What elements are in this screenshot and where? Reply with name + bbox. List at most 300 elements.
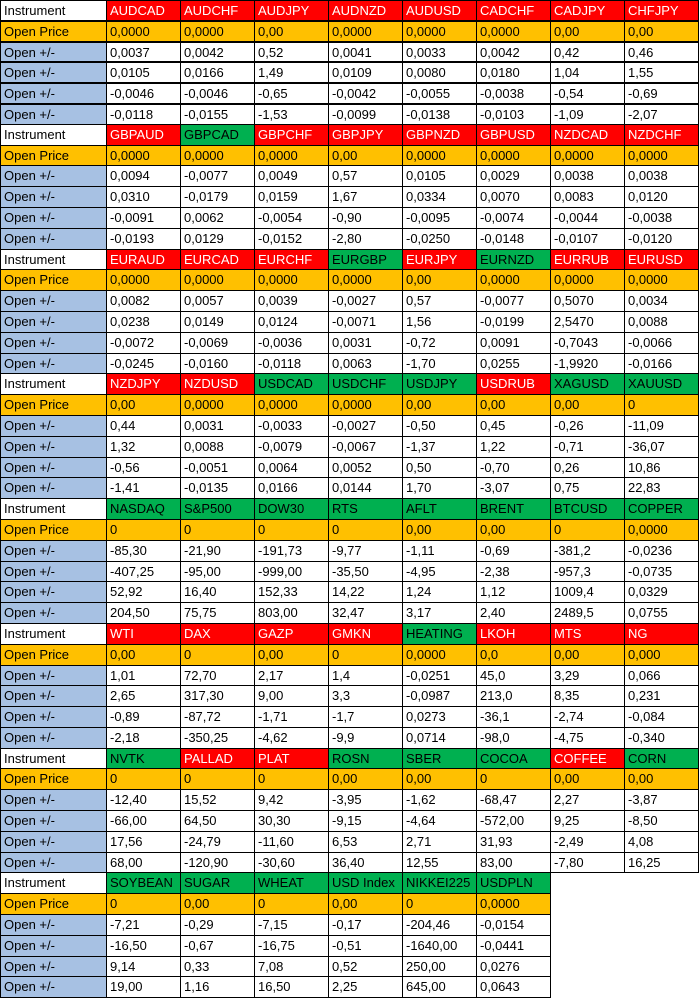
instrument-block	[0, 125, 700, 250]
open-change-cell: -0,0036	[255, 333, 329, 354]
open-change-cell: 0,0038	[625, 166, 699, 187]
open-change-cell: -0,69	[625, 83, 699, 104]
open-change-cell: 0,0255	[477, 354, 551, 375]
instrument-name[interactable]: USDRUB	[477, 374, 551, 395]
open-price-cell: 0	[625, 395, 699, 416]
open-change-cell: 2,40	[477, 603, 551, 624]
instrument-name[interactable]: NZDCHF	[625, 125, 699, 146]
open-change-cell: -0,0091	[107, 208, 181, 229]
instrument-name[interactable]: EURCAD	[181, 250, 255, 271]
instrument-label: Instrument	[0, 873, 107, 894]
open-price-cell: 0,0000	[403, 645, 477, 666]
instrument-name[interactable]: EURAUD	[107, 250, 181, 271]
empty-cell	[625, 915, 699, 936]
open-change-cell: 1,16	[181, 977, 255, 998]
instrument-name[interactable]: COCOA	[477, 749, 551, 770]
open-change-cell: 0,0038	[551, 166, 625, 187]
open-change-cell: -0,70	[477, 458, 551, 479]
open-change-cell: 22,83	[625, 478, 699, 499]
open-change-cell: -1,11	[403, 541, 477, 562]
open-change-cell: -0,0042	[329, 83, 403, 104]
open-change-cell: -0,0118	[107, 104, 181, 125]
open-change-cell: 36,40	[329, 853, 403, 874]
open-change-cell: -120,90	[181, 853, 255, 874]
instrument-label: Instrument	[0, 125, 107, 146]
open-change-cell: 0,0031	[181, 416, 255, 437]
open-change-cell: 1,32	[107, 437, 181, 458]
open-change-cell: -0,0077	[477, 291, 551, 312]
instrument-name[interactable]: CORN	[625, 749, 699, 770]
empty-cell	[551, 957, 625, 978]
open-change-cell: -0,0099	[329, 104, 403, 125]
open-change-cell: -36,07	[625, 437, 699, 458]
instrument-name[interactable]: PALLAD	[181, 749, 255, 770]
instrument-name[interactable]: COFFEE	[551, 749, 625, 770]
open-price-cell: 0,00	[403, 769, 477, 790]
open-change-cell: 0,0159	[255, 187, 329, 208]
open-change-cell: 0,44	[107, 416, 181, 437]
open-change-label: Open +/-	[0, 62, 107, 83]
open-change-cell: 0,0064	[255, 458, 329, 479]
open-change-cell: -0,26	[551, 416, 625, 437]
open-change-cell: 0,33	[181, 957, 255, 978]
open-change-cell: -1640,00	[403, 936, 477, 957]
open-change-cell: -0,0046	[181, 83, 255, 104]
open-change-cell: 0,0124	[255, 312, 329, 333]
open-change-cell: 0,0238	[107, 312, 181, 333]
open-change-cell: 45,0	[477, 666, 551, 687]
instrument-name[interactable]: GBPJPY	[329, 125, 403, 146]
open-change-cell: 0,26	[551, 458, 625, 479]
open-change-cell: -7,80	[551, 853, 625, 874]
instrument-name[interactable]: AUDUSD	[403, 0, 477, 21]
open-change-cell: -2,38	[477, 562, 551, 583]
open-price-cell: 0,00	[255, 645, 329, 666]
open-change-cell: -16,50	[107, 936, 181, 957]
open-price-cell: 0,0000	[403, 21, 477, 42]
open-change-cell: -87,72	[181, 707, 255, 728]
open-change-cell: 0,0070	[477, 187, 551, 208]
open-change-label: Open +/-	[0, 208, 107, 229]
open-change-cell: -0,0152	[255, 229, 329, 250]
instrument-name[interactable]: USDJPY	[403, 374, 477, 395]
open-change-cell: -7,21	[107, 915, 181, 936]
open-change-cell: -0,50	[403, 416, 477, 437]
instrument-name[interactable]: NIKKEI225	[403, 873, 477, 894]
open-change-cell: 0,50	[403, 458, 477, 479]
open-change-cell: 0,0049	[255, 166, 329, 187]
open-change-cell: -0,65	[255, 83, 329, 104]
open-change-label: Open +/-	[0, 686, 107, 707]
instrument-name[interactable]: GBPUSD	[477, 125, 551, 146]
open-change-cell: 0,5070	[551, 291, 625, 312]
open-price-cell: 0,0000	[255, 395, 329, 416]
open-change-cell: -0,0236	[625, 541, 699, 562]
open-change-cell: 15,52	[181, 790, 255, 811]
open-price-cell: 0,0000	[181, 146, 255, 167]
open-change-cell: -0,90	[329, 208, 403, 229]
open-price-cell: 0	[329, 645, 403, 666]
open-change-cell: 0,0276	[477, 957, 551, 978]
open-price-cell: 0,0000	[477, 894, 551, 915]
open-change-cell: 0,42	[551, 42, 625, 63]
instrument-name[interactable]: S&P500	[181, 499, 255, 520]
open-change-label: Open +/-	[0, 166, 107, 187]
open-change-label: Open +/-	[0, 603, 107, 624]
open-change-cell: -204,46	[403, 915, 477, 936]
open-change-cell: 0,0714	[403, 728, 477, 749]
instrument-name[interactable]: HEATING	[403, 624, 477, 645]
open-change-cell: -0,0193	[107, 229, 181, 250]
open-change-cell: 0,0334	[403, 187, 477, 208]
open-change-cell: -0,0055	[403, 83, 477, 104]
open-change-cell: -0,0199	[477, 312, 551, 333]
open-change-cell: 0,0166	[181, 62, 255, 83]
instrument-name[interactable]: SBER	[403, 749, 477, 770]
open-price-label: Open Price	[0, 395, 107, 416]
instrument-name[interactable]: WTI	[107, 624, 181, 645]
open-change-cell: 30,30	[255, 811, 329, 832]
instrument-name[interactable]: SUGAR	[181, 873, 255, 894]
open-change-cell: -2,18	[107, 728, 181, 749]
open-change-label: Open +/-	[0, 728, 107, 749]
instrument-name[interactable]: AUDCHF	[181, 0, 255, 21]
instrument-block	[0, 749, 700, 874]
instrument-name[interactable]: CADCHF	[477, 0, 551, 21]
empty-cell	[551, 915, 625, 936]
instrument-name[interactable]: CHFJPY	[625, 0, 699, 21]
instrument-name[interactable]: EURUSD	[625, 250, 699, 271]
open-change-cell: -0,0179	[181, 187, 255, 208]
open-price-cell: 0	[255, 769, 329, 790]
open-price-label: Open Price	[0, 146, 107, 167]
instrument-name[interactable]: DOW30	[255, 499, 329, 520]
open-change-cell: -2,74	[551, 707, 625, 728]
open-change-cell: 1,22	[477, 437, 551, 458]
instrument-name[interactable]: USDPLN	[477, 873, 551, 894]
instrument-name[interactable]: AUDJPY	[255, 0, 329, 21]
instrument-name[interactable]: GBPCAD	[181, 125, 255, 146]
instrument-name[interactable]: CADJPY	[551, 0, 625, 21]
open-price-cell: 0,0000	[181, 270, 255, 291]
open-change-cell: 72,70	[181, 666, 255, 687]
open-change-cell: 2,27	[551, 790, 625, 811]
open-change-cell: 3,3	[329, 686, 403, 707]
open-change-cell: 0,066	[625, 666, 699, 687]
instrument-name[interactable]: WHEAT	[255, 873, 329, 894]
open-price-cell: 0,00	[107, 645, 181, 666]
empty-cell	[625, 977, 699, 998]
open-change-cell: -30,60	[255, 853, 329, 874]
instrument-name[interactable]: NZDCAD	[551, 125, 625, 146]
open-change-cell: -0,0066	[625, 333, 699, 354]
open-change-cell: 645,00	[403, 977, 477, 998]
instrument-name[interactable]: EURGBP	[329, 250, 403, 271]
open-change-cell: -0,67	[181, 936, 255, 957]
empty-cell	[551, 894, 625, 915]
open-price-cell: 0,00	[477, 395, 551, 416]
open-change-cell: 0,57	[403, 291, 477, 312]
open-change-cell: 2489,5	[551, 603, 625, 624]
open-price-cell: 0,0000	[181, 21, 255, 42]
open-change-cell: 8,35	[551, 686, 625, 707]
open-change-cell: -0,0135	[181, 478, 255, 499]
open-change-cell: 9,00	[255, 686, 329, 707]
open-change-cell: 17,56	[107, 832, 181, 853]
instrument-name[interactable]: DAX	[181, 624, 255, 645]
instrument-name[interactable]: COPPER	[625, 499, 699, 520]
instrument-name[interactable]: USDCAD	[255, 374, 329, 395]
open-change-cell: -0,17	[329, 915, 403, 936]
open-change-label: Open +/-	[0, 104, 107, 125]
instrument-name[interactable]: GBPNZD	[403, 125, 477, 146]
open-price-cell: 0	[329, 520, 403, 541]
open-change-cell: -0,0033	[255, 416, 329, 437]
open-change-cell: -3,07	[477, 478, 551, 499]
instrument-name[interactable]: BRENT	[477, 499, 551, 520]
instrument-block	[0, 374, 700, 499]
open-change-cell: -1,53	[255, 104, 329, 125]
open-change-cell: 0,57	[329, 166, 403, 187]
open-price-cell: 0,0000	[403, 146, 477, 167]
instrument-name[interactable]: EURNZD	[477, 250, 551, 271]
open-change-cell: -0,0069	[181, 333, 255, 354]
open-price-cell: 0,00	[329, 769, 403, 790]
open-change-cell: -3,87	[625, 790, 699, 811]
open-change-cell: -0,0051	[181, 458, 255, 479]
open-change-cell: 803,00	[255, 603, 329, 624]
open-price-cell: 0,00	[551, 21, 625, 42]
open-change-cell: 0,0082	[107, 291, 181, 312]
open-change-cell: -0,0735	[625, 562, 699, 583]
open-price-cell: 0,00	[551, 645, 625, 666]
open-change-cell: 1,55	[625, 62, 699, 83]
instrument-name[interactable]: XAGUSD	[551, 374, 625, 395]
open-change-cell: 0,0083	[551, 187, 625, 208]
open-change-cell: -0,0095	[403, 208, 477, 229]
open-price-cell: 0,00	[403, 520, 477, 541]
open-change-cell: -1,70	[403, 354, 477, 375]
instrument-name[interactable]: EURJPY	[403, 250, 477, 271]
open-price-cell: 0	[181, 769, 255, 790]
open-price-cell: 0,00	[625, 769, 699, 790]
open-change-cell: 64,50	[181, 811, 255, 832]
open-change-cell: -0,0103	[477, 104, 551, 125]
open-change-cell: 83,00	[477, 853, 551, 874]
open-change-cell: 0,0039	[255, 291, 329, 312]
open-change-label: Open +/-	[0, 562, 107, 583]
open-price-cell: 0,0000	[181, 395, 255, 416]
open-change-cell: 152,33	[255, 582, 329, 603]
open-price-cell: 0	[477, 769, 551, 790]
open-change-cell: -0,0138	[403, 104, 477, 125]
open-change-cell: 9,14	[107, 957, 181, 978]
open-change-cell: 213,0	[477, 686, 551, 707]
open-price-cell: 0,0000	[255, 270, 329, 291]
open-price-cell: 0,00	[403, 270, 477, 291]
open-change-cell: 0,0094	[107, 166, 181, 187]
open-change-cell: 0,0329	[625, 582, 699, 603]
open-change-label: Open +/-	[0, 977, 107, 998]
open-change-label: Open +/-	[0, 915, 107, 936]
instrument-name[interactable]: GBPAUD	[107, 125, 181, 146]
instrument-name[interactable]: AUDNZD	[329, 0, 403, 21]
open-change-cell: -999,00	[255, 562, 329, 583]
instrument-name[interactable]: EURRUB	[551, 250, 625, 271]
open-change-cell: -0,0067	[329, 437, 403, 458]
open-change-cell: -66,00	[107, 811, 181, 832]
instrument-name[interactable]: GMKN	[329, 624, 403, 645]
open-change-cell: 0,0080	[403, 62, 477, 83]
open-change-cell: -572,00	[477, 811, 551, 832]
open-change-cell: 0,0062	[181, 208, 255, 229]
instrument-block	[0, 873, 700, 998]
empty-cell	[625, 894, 699, 915]
open-change-cell: 0,0180	[477, 62, 551, 83]
open-change-cell: -36,1	[477, 707, 551, 728]
open-change-label: Open +/-	[0, 666, 107, 687]
open-change-cell: -85,30	[107, 541, 181, 562]
instrument-name[interactable]: NZDUSD	[181, 374, 255, 395]
open-price-cell: 0,00	[551, 395, 625, 416]
open-change-cell: 2,71	[403, 832, 477, 853]
open-price-label: Open Price	[0, 645, 107, 666]
open-change-cell: -0,51	[329, 936, 403, 957]
open-price-cell: 0,0000	[625, 146, 699, 167]
open-change-cell: -0,0120	[625, 229, 699, 250]
empty-cell	[551, 977, 625, 998]
open-change-cell: 1,01	[107, 666, 181, 687]
open-change-cell: 1009,4	[551, 582, 625, 603]
open-price-cell: 0,0000	[255, 146, 329, 167]
open-price-cell: 0	[181, 645, 255, 666]
open-change-cell: -0,0166	[625, 354, 699, 375]
open-change-cell: -12,40	[107, 790, 181, 811]
open-change-label: Open +/-	[0, 42, 107, 63]
open-change-label: Open +/-	[0, 291, 107, 312]
open-change-label: Open +/-	[0, 333, 107, 354]
open-change-cell: 317,30	[181, 686, 255, 707]
open-change-cell: 0,0105	[403, 166, 477, 187]
instrument-name[interactable]: NG	[625, 624, 699, 645]
instrument-name[interactable]: BTCUSD	[551, 499, 625, 520]
open-change-cell: 0,0166	[255, 478, 329, 499]
open-price-cell: 0,0000	[551, 270, 625, 291]
instrument-name[interactable]: NZDJPY	[107, 374, 181, 395]
instrument-name[interactable]: GAZP	[255, 624, 329, 645]
instrument-name[interactable]: USDCHF	[329, 374, 403, 395]
open-change-cell: 0,52	[255, 42, 329, 63]
open-change-cell: -0,0441	[477, 936, 551, 957]
open-price-cell: 0,0000	[625, 270, 699, 291]
open-change-cell: -21,90	[181, 541, 255, 562]
instrument-name[interactable]: SOYBEAN	[107, 873, 181, 894]
open-change-cell: 0,0042	[181, 42, 255, 63]
open-change-cell: 0,0029	[477, 166, 551, 187]
open-change-cell: 0,0042	[477, 42, 551, 63]
instrument-label: Instrument	[0, 749, 107, 770]
instrument-name[interactable]: LKOH	[477, 624, 551, 645]
open-price-label: Open Price	[0, 270, 107, 291]
instrument-name[interactable]: NVTK	[107, 749, 181, 770]
open-price-cell: 0,0000	[329, 270, 403, 291]
open-change-cell: -0,0038	[477, 83, 551, 104]
instrument-name[interactable]: NASDAQ	[107, 499, 181, 520]
open-change-label: Open +/-	[0, 229, 107, 250]
open-change-cell: -0,0027	[329, 291, 403, 312]
open-change-label: Open +/-	[0, 936, 107, 957]
open-change-cell: -2,07	[625, 104, 699, 125]
open-change-cell: -0,0245	[107, 354, 181, 375]
empty-cell	[625, 873, 699, 894]
open-change-cell: -0,340	[625, 728, 699, 749]
open-change-label: Open +/-	[0, 582, 107, 603]
open-change-cell: 0,231	[625, 686, 699, 707]
instrument-name[interactable]: EURCHF	[255, 250, 329, 271]
open-price-cell: 0,000	[625, 645, 699, 666]
open-price-cell: 0,00	[181, 894, 255, 915]
open-change-cell: 0,0643	[477, 977, 551, 998]
open-change-cell: 0,0031	[329, 333, 403, 354]
instrument-name[interactable]: AFLT	[403, 499, 477, 520]
open-price-cell: 0,0000	[477, 270, 551, 291]
open-change-cell: 0,0120	[625, 187, 699, 208]
open-price-cell: 0,00	[329, 146, 403, 167]
open-change-cell: -0,0044	[551, 208, 625, 229]
instrument-name[interactable]: AUDCAD	[107, 0, 181, 21]
open-change-cell: -0,0251	[403, 666, 477, 687]
instrument-name[interactable]: ROSN	[329, 749, 403, 770]
open-change-cell: 7,08	[255, 957, 329, 978]
open-price-cell: 0	[181, 520, 255, 541]
instrument-block	[0, 0, 700, 125]
open-change-cell: -0,0077	[181, 166, 255, 187]
open-change-cell: -0,56	[107, 458, 181, 479]
open-change-cell: 16,25	[625, 853, 699, 874]
open-change-cell: -0,0250	[403, 229, 477, 250]
instrument-name[interactable]: USD Index	[329, 873, 403, 894]
open-change-cell: -1,41	[107, 478, 181, 499]
open-change-cell: 0,52	[329, 957, 403, 978]
open-change-label: Open +/-	[0, 458, 107, 479]
open-change-cell: 1,67	[329, 187, 403, 208]
instrument-name[interactable]: XAUUSD	[625, 374, 699, 395]
open-price-cell: 0,0000	[329, 395, 403, 416]
open-change-cell: 2,65	[107, 686, 181, 707]
open-change-cell: -957,3	[551, 562, 625, 583]
open-change-cell: -0,54	[551, 83, 625, 104]
open-change-cell: 16,50	[255, 977, 329, 998]
open-change-cell: 0,0149	[181, 312, 255, 333]
open-price-cell: 0,0000	[329, 21, 403, 42]
open-change-cell: 31,93	[477, 832, 551, 853]
instrument-name[interactable]: GBPCHF	[255, 125, 329, 146]
instrument-name[interactable]: PLAT	[255, 749, 329, 770]
open-change-cell: -350,25	[181, 728, 255, 749]
open-change-cell: -35,50	[329, 562, 403, 583]
instrument-name[interactable]: RTS	[329, 499, 403, 520]
open-price-cell: 0	[551, 520, 625, 541]
open-change-cell: -2,80	[329, 229, 403, 250]
open-change-label: Open +/-	[0, 853, 107, 874]
open-change-label: Open +/-	[0, 790, 107, 811]
open-change-cell: -1,71	[255, 707, 329, 728]
open-price-cell: 0	[255, 894, 329, 915]
open-change-cell: -4,75	[551, 728, 625, 749]
open-change-cell: 1,12	[477, 582, 551, 603]
instrument-name[interactable]: MTS	[551, 624, 625, 645]
open-change-cell: -0,0046	[107, 83, 181, 104]
